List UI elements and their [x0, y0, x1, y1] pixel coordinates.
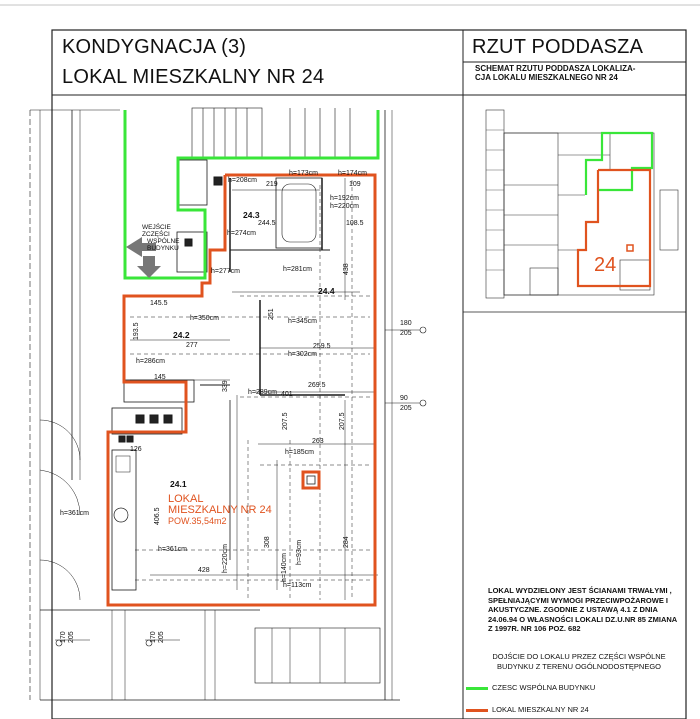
height-label: h=350cm: [190, 315, 219, 322]
level-label: 90: [400, 395, 408, 402]
height-label: h=277cm: [211, 268, 240, 275]
height-label: h=345cm: [288, 318, 317, 325]
dimension-label: 193.5: [133, 322, 140, 340]
height-label: h=174cm: [338, 170, 367, 177]
level-label: 205: [158, 631, 165, 643]
dimension-label: 263: [312, 438, 324, 445]
dimension-label: 259.5: [313, 343, 331, 350]
dimension-label: 269.5: [308, 382, 326, 389]
dimension-label: 401: [281, 391, 293, 398]
access-note: DOJŚCIE DO LOKALU PRZEZ CZĘŚCI WSPÓLNE BUDYNKU Z TERENU OGÓLNODOSTĘPNEGO: [492, 652, 666, 671]
chimney-marker: [303, 472, 319, 488]
height-label: h=140cm: [281, 553, 288, 582]
height-label: h=302cm: [288, 351, 317, 358]
schematic-caption-1: SCHEMAT RZUTU PODDASZA LOKALIZA-: [475, 64, 636, 73]
legal-note: LOKAL WYDZIELONY JEST ŚCIANAMI TRWAŁYMI , SPEŁNIAJĄCYMI WYMOGI PRZECIWPOŻAROWE I AKUSTYCZNE. ZGODNIE Z USTAWĄ 4.1 Z DNIA 24.06.94 O WŁASNOŚCI LOKALI DZ.U.NR 85 ZMIANA Z 1997R. NR 106 POZ. 682: [488, 586, 677, 633]
dimension-label: 308: [264, 536, 271, 548]
dimension-label: 126: [130, 446, 142, 453]
dimension-label: 207.5: [339, 412, 346, 430]
height-label: h=93cm: [296, 539, 303, 565]
schematic-caption-2: CJA LOKALU MIESZKALNEGO NR 24: [475, 73, 618, 82]
mini-common-outline: [586, 133, 652, 195]
level-label: 205: [68, 631, 75, 643]
mini-unit-number: 24: [594, 254, 617, 276]
level-label: 205: [400, 405, 412, 412]
height-label: h=192cm: [330, 195, 359, 202]
unit-name-line2: MIESZKALNY NR 24: [168, 504, 272, 516]
legend-label-common: CZESC WSPÓLNA BUDYNKU: [492, 683, 596, 692]
dimension-label: 438: [343, 263, 350, 275]
dimension-label: 109: [349, 181, 361, 188]
legend-swatch-common: [466, 687, 488, 690]
dimension-label: 108.5: [346, 220, 364, 227]
height-label: h=220cm: [222, 544, 229, 573]
view-title: RZUT PODDASZA: [472, 36, 644, 58]
height-label: h=185cm: [285, 449, 314, 456]
level-label: 205: [400, 330, 412, 337]
dimension-label: 339: [222, 380, 229, 392]
height-label: h=274cm: [227, 230, 256, 237]
dimension-label: 277: [186, 342, 198, 349]
entrance-label-4: BUDYNKU: [147, 245, 179, 252]
level-label: 180: [400, 320, 412, 327]
height-label: h=361cm: [60, 510, 89, 517]
dimension-label: 428: [198, 567, 210, 574]
entrance-label-2: CZĘŚCI: [146, 231, 170, 238]
height-label: h=113cm: [283, 582, 312, 589]
dimension-label: 207.5: [282, 412, 289, 430]
storey-title: KONDYGNACJA (3): [62, 36, 247, 58]
height-label: h=208cm: [228, 177, 257, 184]
legend-label-unit: LOKAL MIESZKALNY NR 24: [492, 705, 589, 714]
dimension-label: 251: [268, 308, 275, 320]
level-label: 170: [150, 631, 157, 643]
level-label: 170: [60, 631, 67, 643]
main-plan: [30, 108, 426, 700]
common-area-outline: [125, 110, 378, 278]
room-label: 24.3: [243, 210, 260, 220]
height-label: h=173cm: [289, 170, 318, 177]
dimension-label: 219: [266, 181, 278, 188]
unit-name-line1: LOKAL: [168, 493, 204, 505]
room-label: 24.2: [173, 330, 190, 340]
dimension-label: 406.5: [154, 507, 161, 525]
height-label: h=281cm: [283, 266, 312, 273]
unit-title: LOKAL MIESZKALNY NR 24: [62, 66, 325, 88]
height-label: h=289cm: [248, 389, 277, 396]
unit-area: POW.35,54m2: [168, 516, 227, 526]
entrance-label-1: WEJŚCIE Z: [142, 224, 171, 238]
entrance-label-3: WSPÓLNE: [147, 238, 180, 245]
dimension-label: 145: [154, 374, 166, 381]
height-label: h=361cm: [158, 546, 187, 553]
dimension-label: 244.5: [258, 220, 276, 227]
dimension-label: 284: [343, 536, 350, 548]
room-label: 24.4: [318, 286, 335, 296]
room-label: 24.1: [170, 479, 187, 489]
dimension-label: 145.5: [150, 300, 168, 307]
height-label: h=220cm: [330, 203, 359, 210]
legend-swatch-unit: [466, 709, 488, 712]
height-label: h=286cm: [136, 358, 165, 365]
